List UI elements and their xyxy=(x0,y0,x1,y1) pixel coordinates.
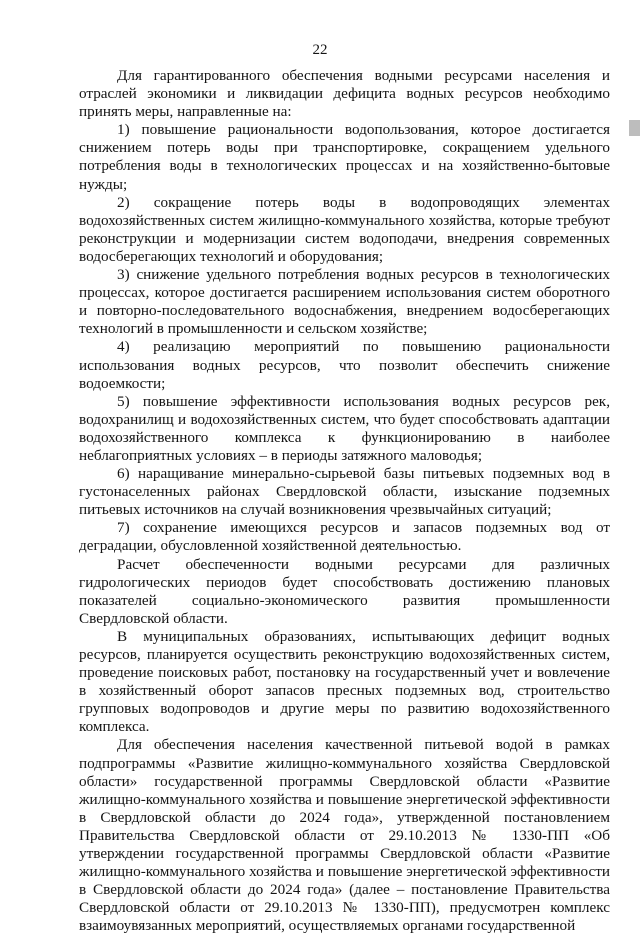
municipal-paragraph: В муниципальных образованиях, испытывающих дефицит водных ресурсов, планируется осуществить реконструкцию водохозяйственных систем, проведение поисковых работ, постановку на государственный учет и вовлечение в хозяйственный оборот запасов пресных подземных вод, строительство групповых водопроводов и другие меры по развитию водохозяйственного комплекса. xyxy=(79,627,610,736)
scan-edge-mark xyxy=(629,120,640,136)
intro-paragraph: Для гарантированного обеспечения водными ресурсами населения и отраслей экономики и ликвидации дефицита водных ресурсов необходимо принять меры, направленные на: xyxy=(79,67,610,121)
measure-item-7: 7) сохранение имеющихся ресурсов и запасов подземных вод от деградации, обусловленной хозяйственной деятельностью. xyxy=(79,519,610,555)
measure-item-3: 3) снижение удельного потребления водных ресурсов в технологических процессах, которое достигается расширением использования систем оборотного и повторно-последовательного водоснабжения, внедрением водосберегающих технологий в промышленности и сельском хозяйстве; xyxy=(79,266,610,338)
drinking-water-paragraph: Для обеспечения населения качественной питьевой водой в рамках подпрограммы «Развитие жилищно-коммунального хозяйства Свердловской области» государственной программы Свердловской области «Развитие жилищно-коммунального хозяйства и повышение энергетической эффективности в Свердловской области до 2024 года», утвержденной постановлением Правительства Свердловской области от 29.10.2013 № 1330-ПП «Об утверждении государственной программы Свердловской области «Развитие жилищно-коммунального хозяйства и повышение энергетической эффективности в Свердловской области до 2024 года» (далее – постановление Правительства Свердловской области от 29.10.2013 № 1330-ПП), предусмотрен комплекс взаимоувязанных мероприятий, осуществляемых органами государственной xyxy=(79,736,610,935)
body-text xyxy=(79,67,610,936)
measure-item-1: 1) повышение рациональности водопользования, которое достигается снижением потерь воды при транспортировке, сокращением удельного потребления воды в технологических процессах и на хозяйственно-бытовые нужды; xyxy=(79,121,610,193)
measure-item-4: 4) реализацию мероприятий по повышению рациональности использования водных ресурсов, что позволит обеспечить снижение водоемкости; xyxy=(79,338,610,392)
page-number: 22 xyxy=(312,42,328,58)
measure-item-6: 6) наращивание минерально-сырьевой базы питьевых подземных вод в густонаселенных районах Свердловской области, изыскание подземных питьевых источников на случай возникновения чрезвычайных ситуаций; xyxy=(79,465,610,519)
calculation-paragraph: Расчет обеспеченности водными ресурсами для различных гидрологических периодов будет способствовать достижению плановых показателей социально-экономического развития промышленности Свердловской области. xyxy=(79,555,610,627)
measure-item-5: 5) повышение эффективности использования водных ресурсов рек, водохранилищ и водохозяйственных систем, что будет способствовать адаптации водохозяйственного комплекса к функционированию в наиболее неблагоприятных условиях – в периоды затяжного маловодья; xyxy=(79,392,610,464)
measure-item-2: 2) сокращение потерь воды в водопроводящих элементах водохозяйственных систем жилищно-коммунального хозяйства, которые требуют реконструкции и модернизации систем водоподачи, внедрения современных водосберегающих технологий и оборудования; xyxy=(79,193,610,265)
